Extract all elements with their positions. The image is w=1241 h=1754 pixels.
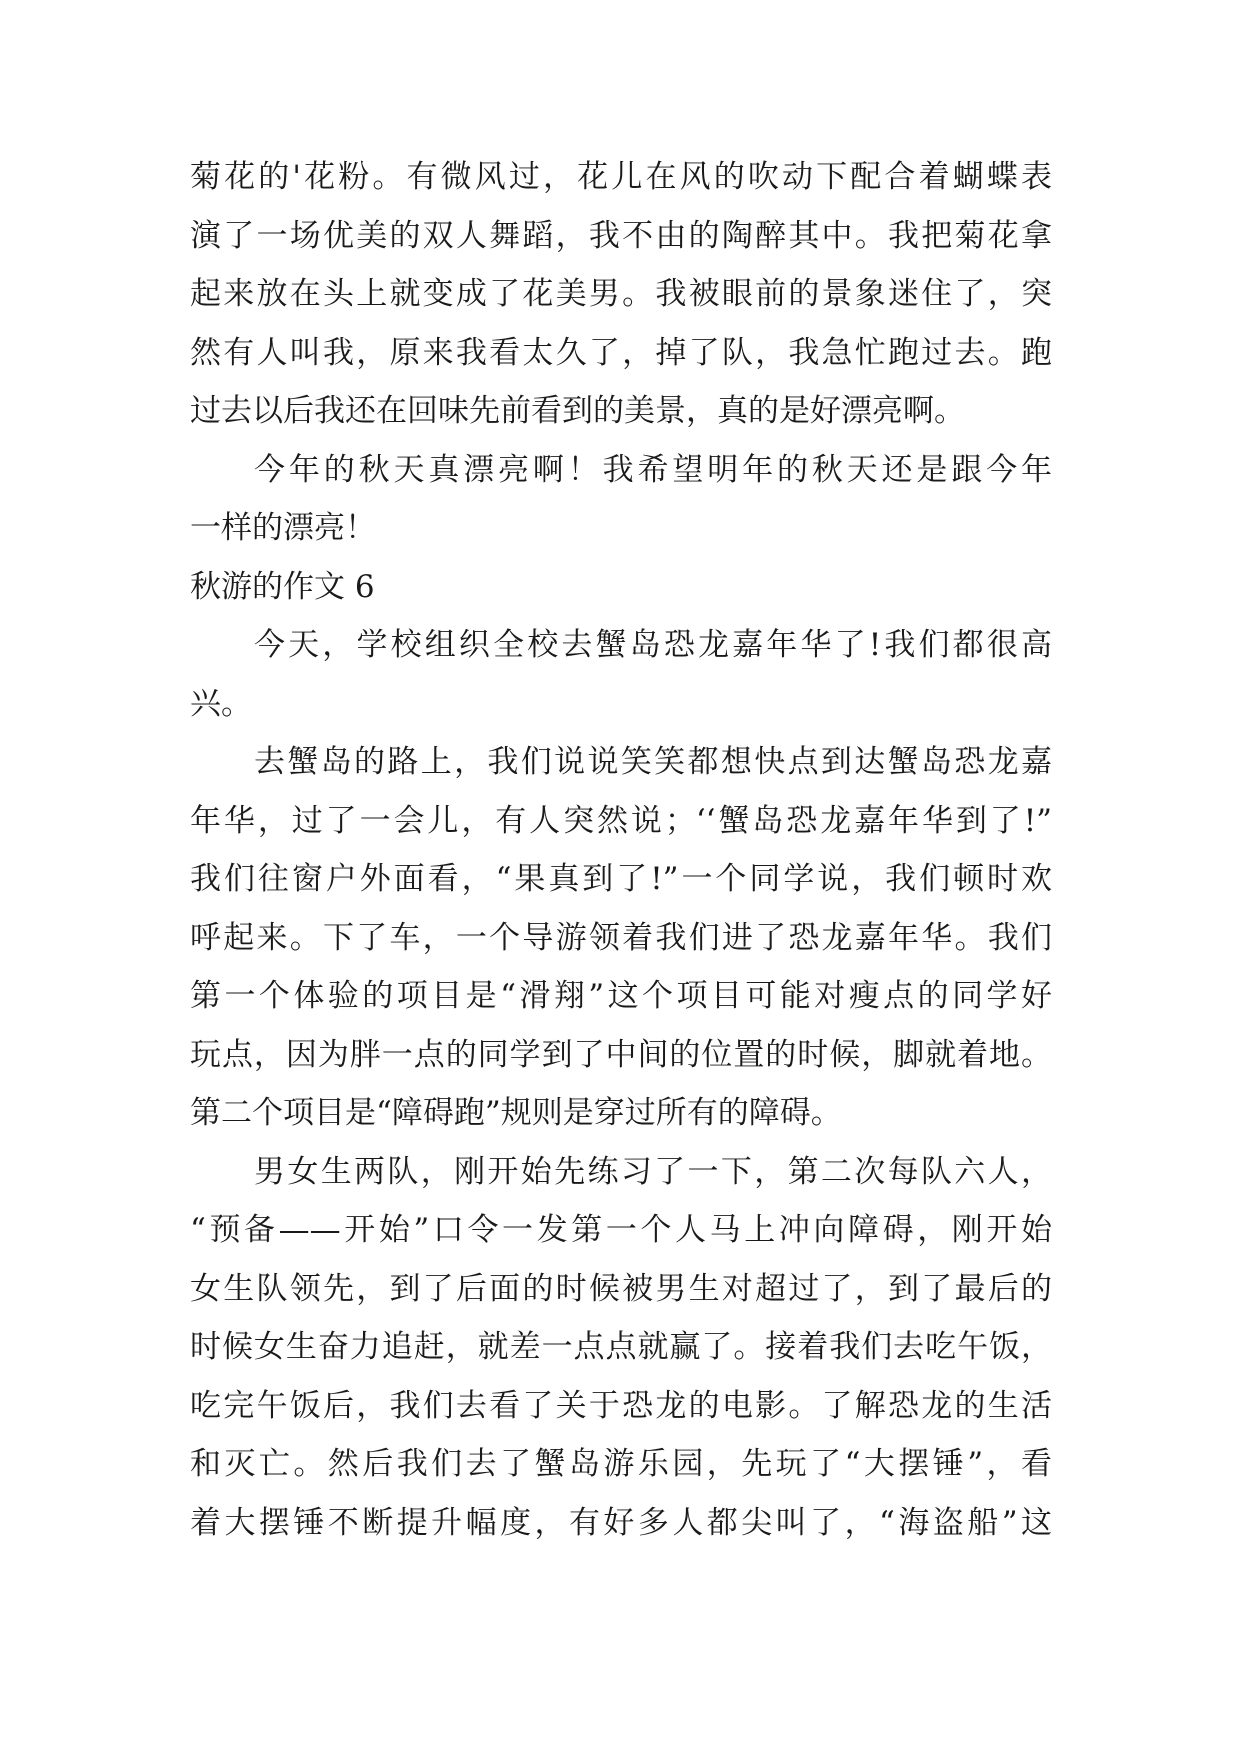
section-heading: 秋游的作文 6 <box>190 568 375 605</box>
text-line: 起来放在头上就变成了花美男。我被眼前的景象迷住了，突 <box>190 276 1052 312</box>
text-line: 第一个体验的项目是“滑翔”这个项目可能对瘦点的同学好 <box>190 978 1052 1014</box>
text-line: “预备——开始”口令一发第一个人马上冲向障碍，刚开始 <box>190 1212 1052 1248</box>
paragraph-first-line: 今天，学校组织全校去蟹岛恐龙嘉年华了!我们都很高 <box>254 627 1052 663</box>
text-line: 时候女生奋力追赶，就差一点点就赢了。接着我们去吃午饭， <box>190 1329 1052 1365</box>
text-line: 和灭亡。然后我们去了蟹岛游乐园，先玩了“大摆锤”，看 <box>190 1446 1052 1482</box>
text-line: 玩点，因为胖一点的同学到了中间的位置的时候，脚就着地。 <box>190 1036 1052 1073</box>
paragraph-first-line: 今年的秋天真漂亮啊！我希望明年的秋天还是跟今年 <box>254 451 1052 488</box>
text-line: 吃完午饭后，我们去看了关于恐龙的电影。了解恐龙的生活 <box>190 1387 1052 1424</box>
text-line: 然有人叫我，原来我看太久了，掉了队，我急忙跑过去。跑 <box>190 334 1052 371</box>
text-line: 演了一场优美的双人舞蹈，我不由的陶醉其中。我把菊花拿 <box>190 217 1052 254</box>
document-page <box>190 148 1052 1552</box>
text-line: 菊花的'花粉。有微风过，花儿在风的吹动下配合着蝴蝶表 <box>190 159 1052 195</box>
text-line: 着大摆锤不断提升幅度，有好多人都尖叫了，“海盗船”这 <box>190 1504 1052 1541</box>
text-line: 女生队领先，到了后面的时候被男生对超过了，到了最后的 <box>190 1270 1052 1307</box>
paragraph-first-line: 去蟹岛的路上，我们说说笑笑都想快点到达蟹岛恐龙嘉 <box>254 744 1052 780</box>
text-line: 过去以后我还在回味先前看到的美景，真的是好漂亮啊。 <box>190 393 965 429</box>
text-line: 我们往窗户外面看，“果真到了!”一个同学说，我们顿时欢 <box>190 861 1052 897</box>
paragraph-first-line: 男女生两队，刚开始先练习了一下，第二次每队六人， <box>254 1153 1052 1190</box>
text-line: 兴。 <box>190 685 252 722</box>
text-line: 第二个项目是“障碍跑”规则是穿过所有的障碍。 <box>190 1095 842 1131</box>
text-line: 一样的漂亮！ <box>190 510 376 546</box>
text-line: 呼起来。下了车，一个导游领着我们进了恐龙嘉年华。我们 <box>190 919 1052 956</box>
text-line: 年华，过了一会儿，有人突然说；‘‘蟹岛恐龙嘉年华到了!” <box>190 802 1052 839</box>
